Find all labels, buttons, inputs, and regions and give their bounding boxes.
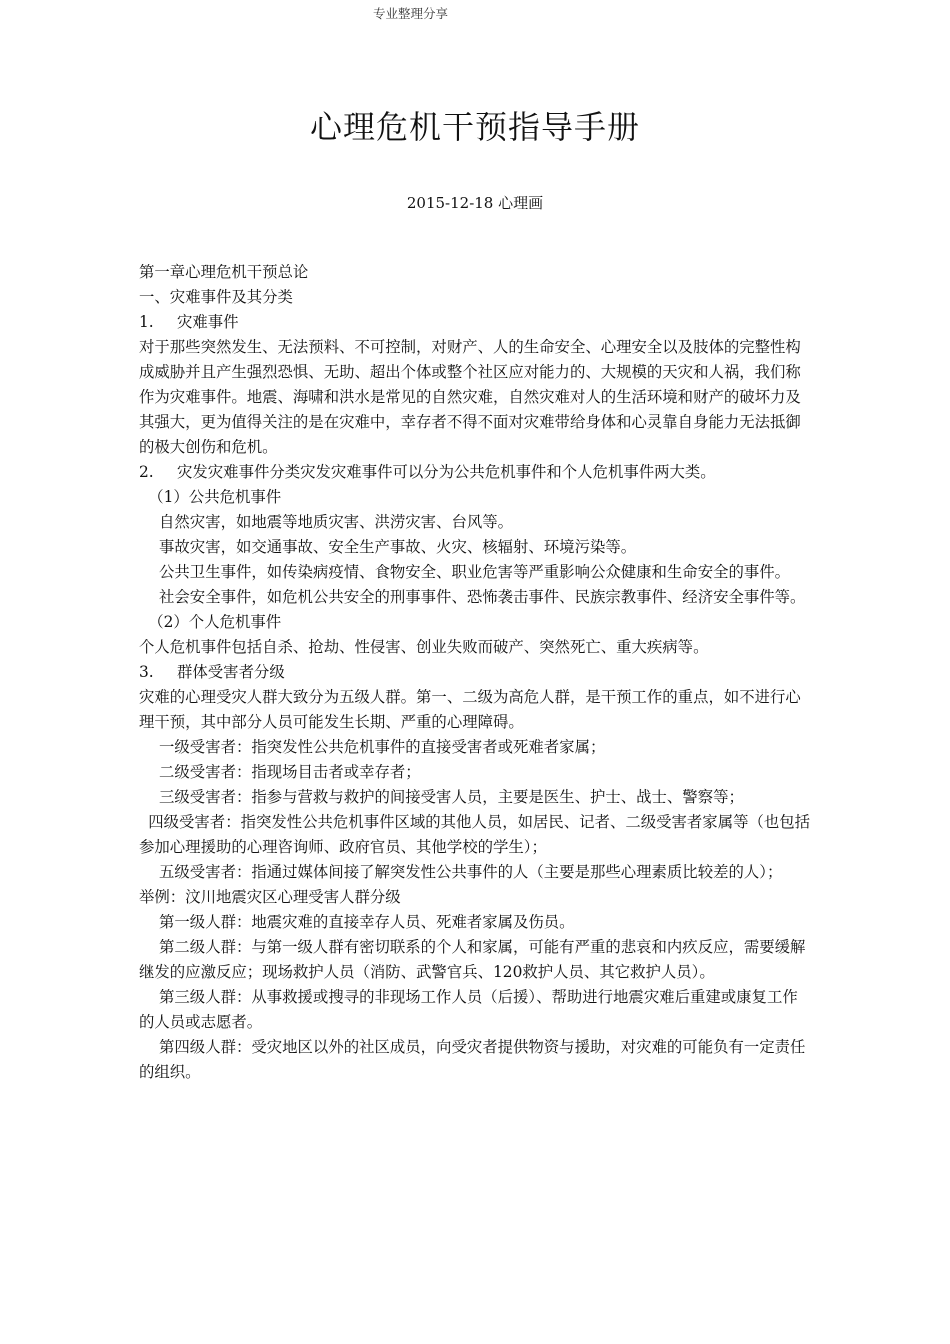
- victim-level: 二级受害者：指现场目击者或幸存者；: [159, 763, 421, 781]
- personal-crisis-text: 个人危机事件包括自杀、抢劫、性侵害、创业失败而破产、突然死亡、重大疾病等。: [139, 638, 709, 656]
- paragraph-victim-groups: 灾难的心理受灾人群大致分为五级人群。第一、二级为高危人群，是干预工作的重点，如不进行心理干预，其中部分人员可能发生长期、严重的心理障碍。: [139, 688, 801, 731]
- date-line: 2015-12-18 心理画: [406, 194, 544, 212]
- victim-level: 三级受害者：指参与营救与救护的间接受害人员，主要是医生、护士、战士、警察等；: [159, 788, 744, 806]
- item-2-heading: [139, 460, 811, 485]
- item-3-heading: [139, 660, 811, 685]
- example-heading: 举例：汶川地震灾区心理受害人群分级: [139, 888, 401, 906]
- public-crisis-item: 自然灾害，如地震等地质灾害、洪涝灾害、台风等。: [159, 513, 514, 531]
- victim-level-4: 四级受害者：指突发性公共危机事件区域的其他人员，如居民、记者、二级受害者家属等（也包括参加心理援助的心理咨询师、政府官员、其他学校的学生）；: [139, 813, 811, 856]
- item-1-number: 1.: [139, 313, 154, 331]
- item-1-heading: [139, 310, 811, 335]
- item-3-title: 群体受害者分级: [177, 663, 285, 681]
- example-item: 第四级人群：受灾地区以外的社区成员，向受灾者提供物资与援助，对灾难的可能负有一定责任的组织。: [139, 1038, 806, 1081]
- example-item: 第一级人群：地震灾难的直接幸存人员、死难者家属及伤员。: [159, 913, 575, 931]
- public-crisis-item: 事故灾害，如交通事故、安全生产事故、火灾、核辐射、环境污染等。: [159, 538, 637, 556]
- document-title: 心理危机干预指导手册: [309, 108, 640, 146]
- document-body: [139, 260, 811, 1085]
- item-2-text: 灾发灾难事件分类灾发灾难事件可以分为公共危机事件和个人危机事件两大类。: [177, 463, 716, 481]
- public-crisis-heading: （1）公共危机事件: [148, 488, 282, 506]
- public-crisis-item: 公共卫生事件，如传染病疫情、食物安全、职业危害等严重影响公众健康和生命安全的事件。: [159, 563, 791, 581]
- paragraph-disaster-definition: 对于那些突然发生、无法预料、不可控制，对财产、人的生命安全、心理安全以及肢体的完整性构成威胁并且产生强烈恐惧、无助、超出个体或整个社区应对能力的、大规模的天灾和人祸，我们称作为灾难事件。地震、海啸和洪水是常见的自然灾难，自然灾难对人的生活环境和财产的破坏力及其强大，更为值得关注的是在灾难中，幸存者不得不面对灾难带给身体和心灵靠自身能力无法抵御的极大创伤和危机。: [139, 338, 801, 456]
- header-note: 专业整理分享: [373, 6, 449, 21]
- item-2-number: 2.: [139, 463, 154, 481]
- item-3-number: 3.: [139, 663, 154, 681]
- example-item: 第二级人群：与第一级人群有密切联系的个人和家属，可能有严重的悲哀和内疚反应，需要缓解继发的应激反应；现场救护人员（消防、武警官兵、120救护人员、其它救护人员）。: [139, 938, 806, 981]
- chapter-heading: 第一章心理危机干预总论: [139, 263, 309, 281]
- victim-level: 一级受害者：指突发性公共危机事件的直接受害者或死难者家属；: [159, 738, 606, 756]
- personal-crisis-heading: （2）个人危机事件: [148, 613, 282, 631]
- victim-level-5: 五级受害者：指通过媒体间接了解突发性公共事件的人（主要是那些心理素质比较差的人）；: [159, 863, 783, 881]
- section-heading: 一、灾难事件及其分类: [139, 288, 293, 306]
- public-crisis-item: 社会安全事件，如危机公共安全的刑事事件、恐怖袭击事件、民族宗教事件、经济安全事件等。: [159, 588, 806, 606]
- item-1-title: 灾难事件: [177, 313, 239, 331]
- example-item: 第三级人群：从事救援或搜寻的非现场工作人员（后援）、帮助进行地震灾难后重建或康复工作的人员或志愿者。: [139, 988, 798, 1031]
